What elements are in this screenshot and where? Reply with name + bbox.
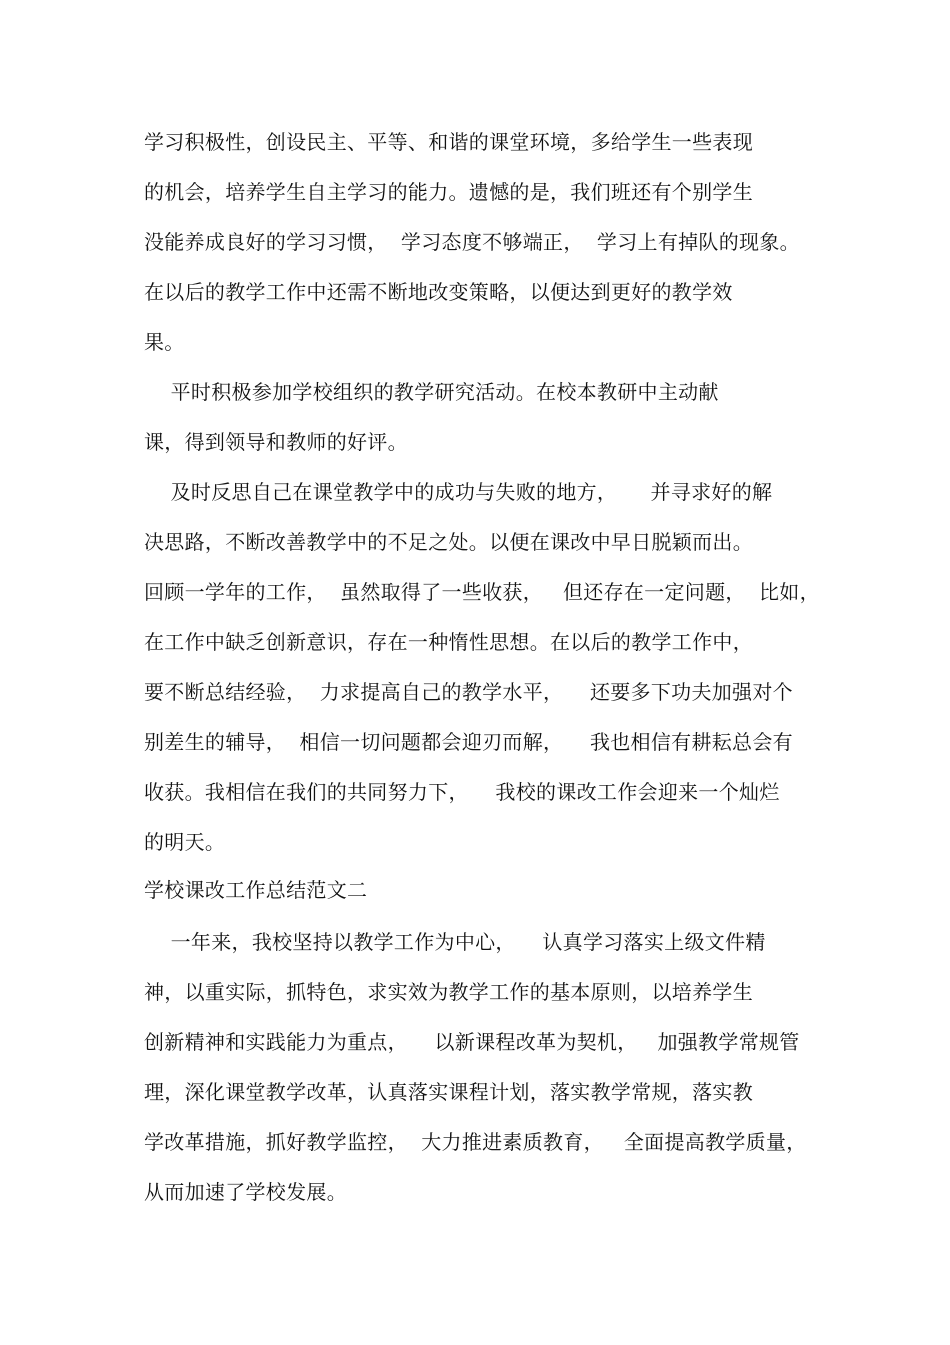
text-line: 的机会，培养学生自主学习的能力。遗憾的是，我们班还有个别学生 — [144, 180, 753, 204]
text-line: 学习积极性，创设民主、平等、和谐的课堂环境，多给学生一些表现 — [144, 130, 753, 154]
text-line: 从而加速了学校发展。 — [144, 1180, 347, 1204]
text-line: 学改革措施，抓好教学监控， 大力推进素质教育， 全面提高教学质量， — [144, 1130, 807, 1154]
text-line: 神，以重实际，抓特色，求实效为教学工作的基本原则，以培养学生 — [144, 980, 753, 1004]
text-line: 在工作中缺乏创新意识，存在一种惰性思想。在以后的教学工作中， — [144, 630, 753, 654]
text-line: 收获。我相信在我们的共同努力下， 我校的课改工作会迎来一个灿烂 — [144, 780, 780, 804]
text-line: 课，得到领导和教师的好评。 — [144, 430, 408, 454]
text-line: 决思路，不断改善教学中的不足之处。以便在课改中早日脱颖而出。 — [144, 530, 753, 554]
section-heading: 学校课改工作总结范文二 — [144, 878, 368, 902]
paragraph-first-line: 及时反思自己在课堂教学中的成功与失败的地方， 并寻求好的解 — [144, 480, 773, 504]
text-line: 别差生的辅导， 相信一切问题都会迎刃而解， 我也相信有耕耘总会有 — [144, 730, 793, 754]
text-line: 没能养成良好的学习习惯， 学习态度不够端正， 学习上有掉队的现象。 — [144, 230, 800, 254]
text-line: 在以后的教学工作中还需不断地改变策略，以便达到更好的教学效 — [144, 280, 733, 304]
text-line: 理，深化课堂教学改革，认真落实课程计划，落实教学常规，落实教 — [144, 1080, 753, 1104]
text-line: 果。 — [144, 330, 185, 354]
text-line: 回顾一学年的工作， 虽然取得了一些收获， 但还存在一定问题， 比如， — [144, 580, 820, 604]
text-line: 的明天。 — [144, 830, 226, 854]
text-line: 创新精神和实践能力为重点， 以新课程改革为契机， 加强教学常规管 — [144, 1030, 800, 1054]
paragraph-first-line: 一年来，我校坚持以教学工作为中心， 认真学习落实上级文件精 — [144, 930, 766, 954]
text-line: 要不断总结经验， 力求提高自己的教学水平， 还要多下功夫加强对个 — [144, 680, 793, 704]
paragraph-first-line: 平时积极参加学校组织的教学研究活动。在校本教研中主动献 — [144, 380, 719, 404]
